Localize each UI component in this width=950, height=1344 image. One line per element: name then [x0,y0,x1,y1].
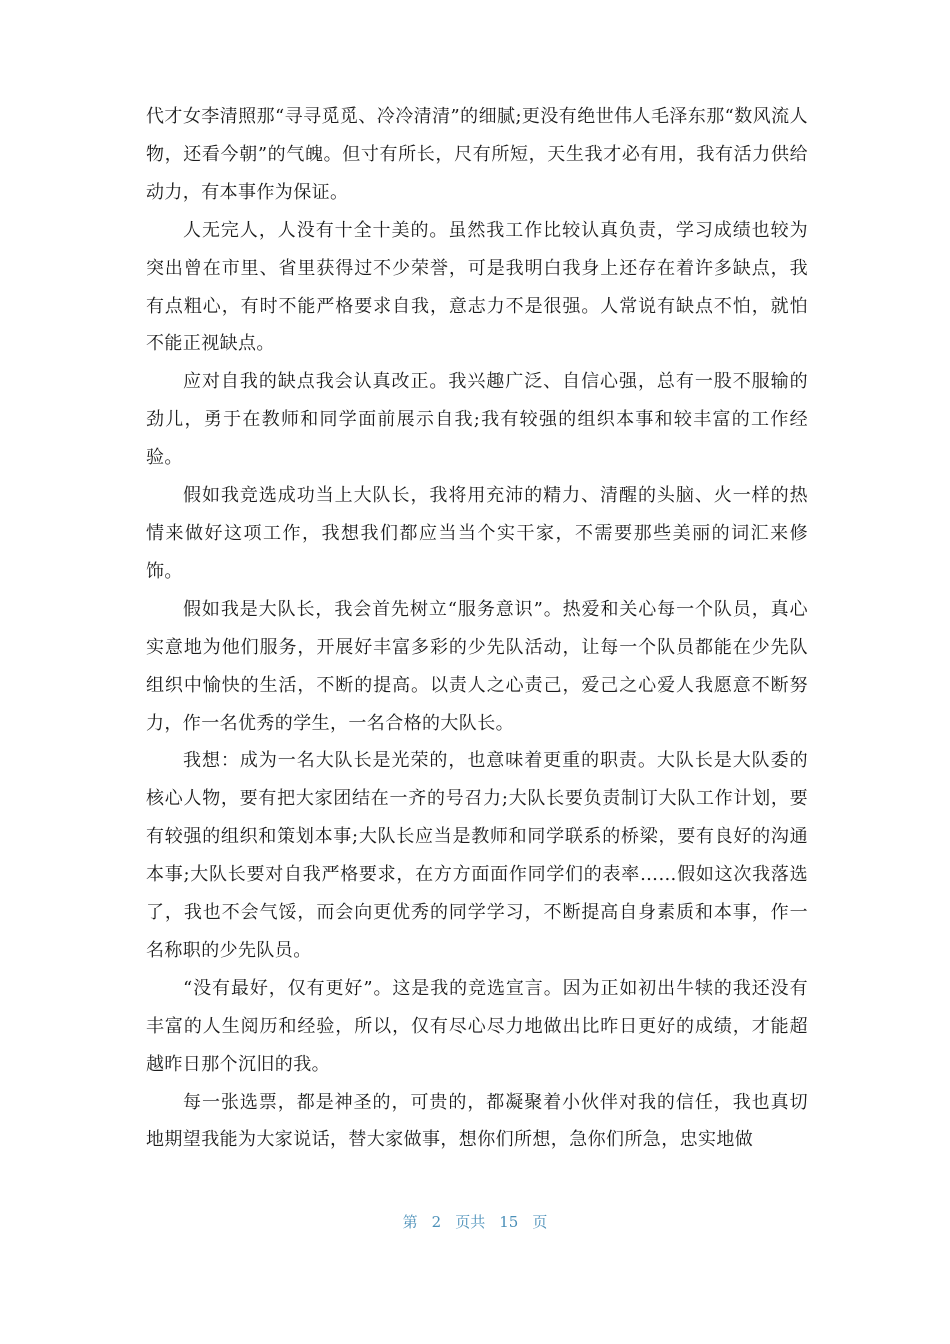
page-label-prefix: 第 [402,1213,418,1231]
paragraph: 代才女李清照那“寻寻觅觅、冷冷清清”的细腻;更没有绝世伟人毛泽东那“数风流人物，还看今朝”的气魄。但寸有所长，尺有所短，天生我才必有用，我有活力供给动力，有本事作为保证。 [146,106,808,203]
paragraph: 假如我竞选成功当上大队长，我将用充沛的精力、清醒的头脑、火一样的热情来做好这项工作，我想我们都应当当个实干家，不需要那些美丽的词汇来修饰。 [146,485,808,582]
page-label-mid: 页共 [455,1213,486,1231]
page-footer [0,1211,950,1232]
paragraph: “没有最好，仅有更好”。这是我的竞选宣言。因为正如初出牛犊的我还没有丰富的人生阅历和经验，所以，仅有尽心尽力地做出比昨日更好的成绩，才能超越昨日那个沉旧的我。 [146,977,808,1075]
page-label-suffix: 页 [532,1213,548,1231]
paragraph: 我想：成为一名大队长是光荣的，也意味着更重的职责。大队长是大队委的核心人物，要有把大家团结在一齐的号召力;大队长要负责制订大队工作计划，要有较强的组织和策划本事;大队长应当是教师和同学联系的桥梁，要有良好的沟通本事;大队长要对自我严格要求，在方方面面作同学们的表率……假如这次我落选了，我也不会气馁，而会向更优秀的同学学习，不断提高自身素质和本事，作一名称职的少先队员。 [146,750,808,961]
document-body [146,98,808,1159]
paragraph: 每一张选票，都是神圣的，可贵的，都凝聚着小伙伴对我的信任，我也真切地期望我能为大家说话，替大家做事，想你们所想，急你们所急，忠实地做 [146,1091,808,1151]
total-pages-number: 15 [499,1213,519,1231]
current-page-number: 2 [431,1213,442,1231]
paragraph: 应对自我的缺点我会认真改正。我兴趣广泛、自信心强，总有一股不服输的劲儿，勇于在教师和同学面前展示自我;我有较强的组织本事和较丰富的工作经验。 [146,371,808,469]
paragraph: 人无完人，人没有十全十美的。虽然我工作比较认真负责，学习成绩也较为突出曾在市里、省里获得过不少荣誉，可是我明白我身上还存在着许多缺点，我有点粗心，有时不能严格要求自我，意志力不是很强。人常说有缺点不怕，就怕不能正视缺点。 [146,219,808,355]
paragraph: 假如我是大队长，我会首先树立“服务意识”。热爱和关心每一个队员，真心实意地为他们服务，开展好丰富多彩的少先队活动，让每一个队员都能在少先队组织中愉快的生活，不断的提高。以责人之心责己，爱己之心爱人我愿意不断努力，作一名优秀的学生，一名合格的大队长。 [146,598,808,734]
